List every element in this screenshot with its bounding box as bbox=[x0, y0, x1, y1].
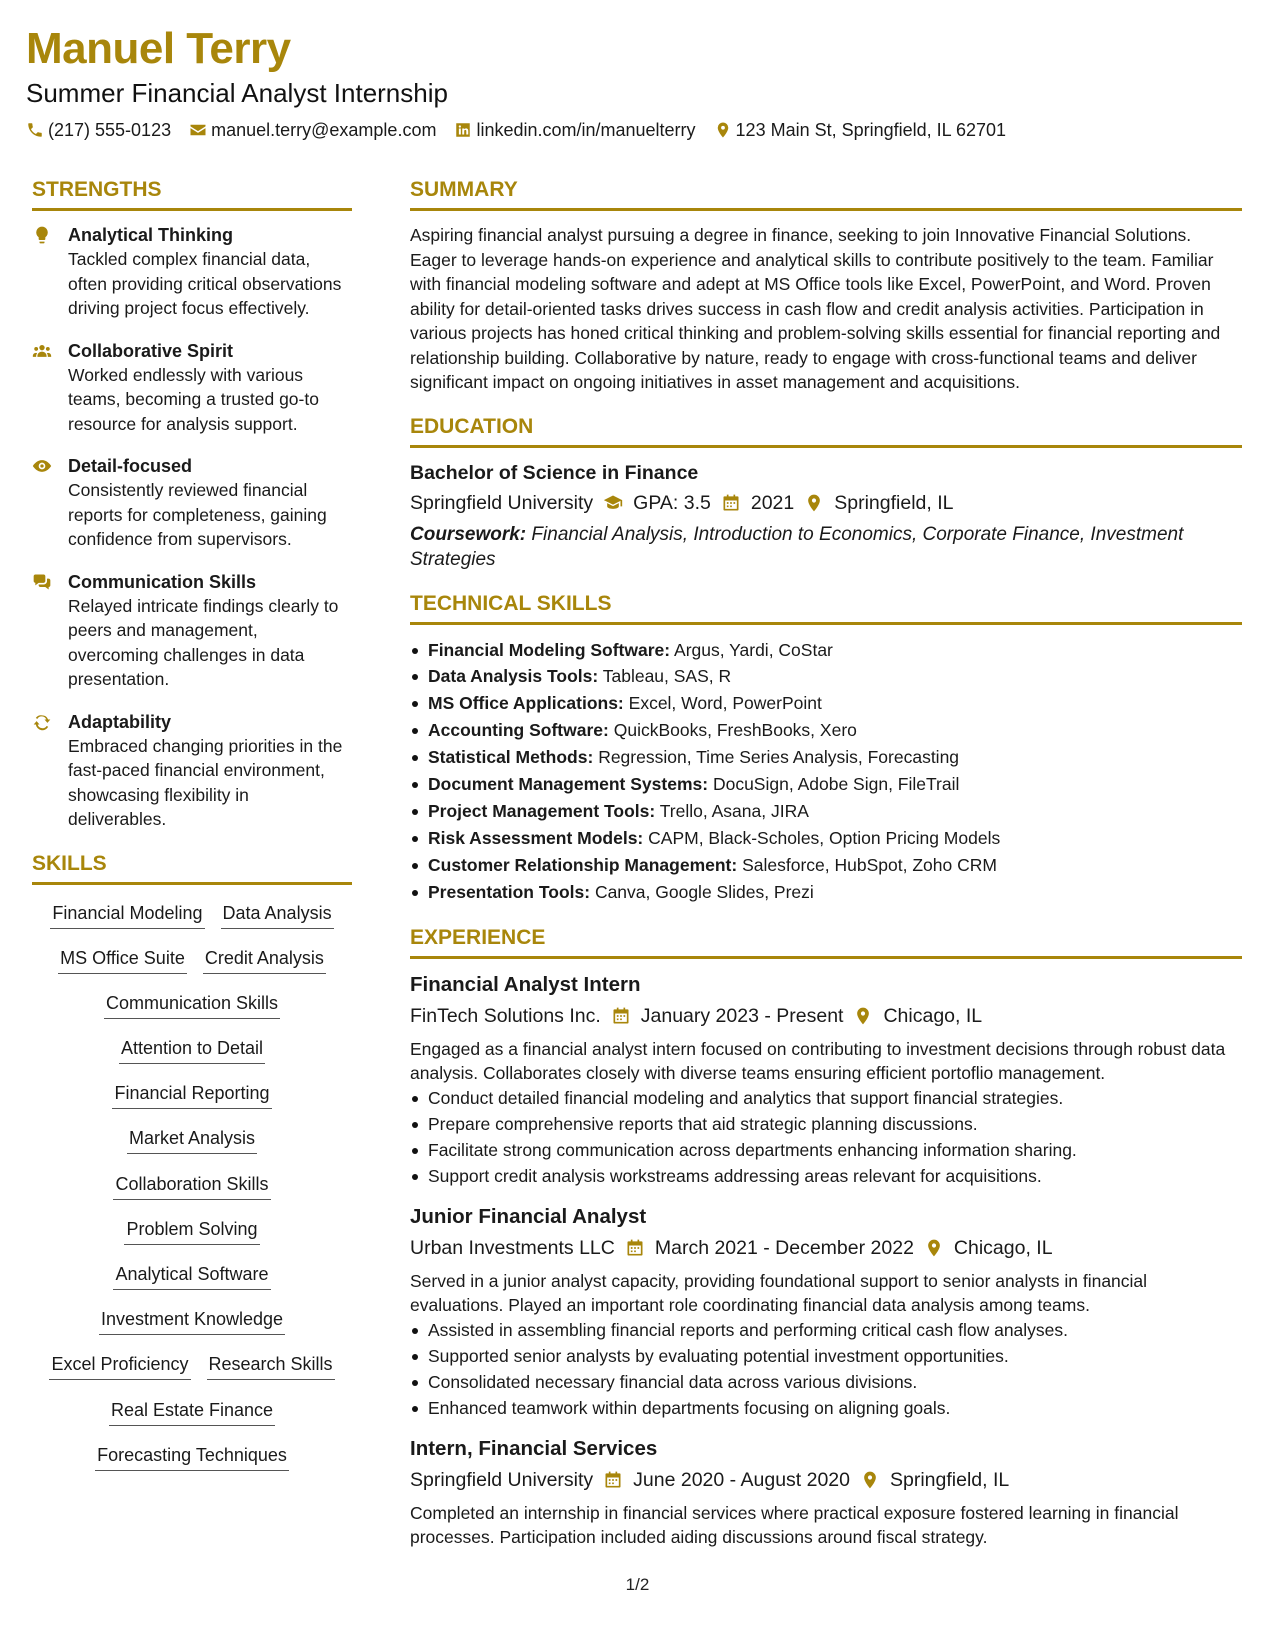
comments-icon bbox=[32, 570, 54, 692]
technical-skills-heading: TECHNICAL SKILLS bbox=[410, 590, 1242, 625]
skill-tag: Credit Analysis bbox=[203, 946, 326, 974]
map-pin-icon bbox=[860, 1470, 880, 1490]
email-text: manuel.terry@example.com bbox=[211, 120, 437, 140]
experience-heading: EXPERIENCE bbox=[410, 924, 1242, 959]
job-meta bbox=[410, 1465, 1242, 1495]
skill-tag: MS Office Suite bbox=[58, 946, 187, 974]
company-name: Urban Investments LLC bbox=[410, 1236, 615, 1259]
skill-row bbox=[32, 942, 352, 987]
strength-desc: Embraced changing priorities in the fast-paced financial environment, showcasing flexibility in deliverables. bbox=[68, 735, 343, 829]
graduation-cap-icon bbox=[603, 493, 623, 513]
skill-tag: Research Skills bbox=[207, 1352, 335, 1380]
job-meta bbox=[410, 1233, 1242, 1263]
coursework-list: Financial Analysis, Introduction to Economics, Corporate Finance, Investment Strategies bbox=[410, 523, 1184, 570]
strength-name: Detail-focused bbox=[68, 456, 193, 476]
skill-row bbox=[32, 1348, 352, 1393]
tech-skill-label: MS Office Applications: bbox=[428, 693, 624, 714]
list-item bbox=[410, 852, 1242, 879]
contact-address bbox=[714, 118, 1007, 142]
job-entry bbox=[410, 971, 1242, 1189]
list-item bbox=[410, 744, 1242, 771]
tech-skill-value: Regression, Time Series Analysis, Forecasting bbox=[598, 747, 960, 768]
skill-tag: Communication Skills bbox=[104, 991, 280, 1019]
strength-desc: Tackled complex financial data, often providing critical observations driving project focus effectively. bbox=[68, 249, 342, 318]
linkedin-icon bbox=[454, 121, 472, 139]
sync-icon bbox=[32, 710, 54, 832]
tech-skill-label: Presentation Tools: bbox=[428, 881, 591, 902]
list-item bbox=[410, 771, 1242, 798]
skills-list bbox=[32, 897, 352, 1484]
job-title: Intern, Financial Services bbox=[410, 1436, 658, 1460]
skill-tag: Forecasting Techniques bbox=[95, 1443, 289, 1471]
list-item: Enhanced teamwork within departments focusing on aligning goals. bbox=[410, 1395, 1242, 1421]
phone-text: (217) 555-0123 bbox=[48, 120, 172, 140]
tech-skill-value: Canva, Google Slides, Prezi bbox=[594, 881, 814, 902]
job-description: Served in a junior analyst capacity, providing foundational support to senior analysts in financial evaluations. Played an important role coordinating financial data analysis among teams. bbox=[410, 1270, 1148, 1315]
list-item bbox=[410, 825, 1242, 852]
left-column bbox=[32, 176, 352, 1484]
tech-skill-value: QuickBooks, FreshBooks, Xero bbox=[613, 720, 857, 741]
summary-heading: SUMMARY bbox=[410, 176, 1242, 211]
list-item bbox=[410, 717, 1242, 744]
job-description: Completed an internship in financial services where practical exposure fostered learning in financial processes. Participation included aiding discussions around fiscal strategy. bbox=[410, 1502, 1179, 1547]
education-heading: EDUCATION bbox=[410, 413, 1242, 448]
map-pin-icon bbox=[714, 121, 732, 139]
job-entry bbox=[410, 1435, 1242, 1549]
degree-title: Bachelor of Science in Finance bbox=[410, 461, 699, 484]
skill-tag: Financial Modeling bbox=[50, 901, 204, 929]
education-meta bbox=[410, 488, 1242, 518]
list-item bbox=[410, 690, 1242, 717]
tech-skill-label: Statistical Methods: bbox=[428, 747, 594, 768]
tech-skill-value: CAPM, Black-Scholes, Option Pricing Models bbox=[648, 827, 1001, 848]
tech-skill-value: Argus, Yardi, CoStar bbox=[674, 639, 833, 660]
skill-tag: Problem Solving bbox=[124, 1217, 259, 1245]
strength-item bbox=[32, 223, 352, 321]
calendar-icon bbox=[603, 1470, 623, 1490]
address-text: 123 Main St, Springfield, IL 62701 bbox=[735, 120, 1007, 140]
right-column bbox=[410, 176, 1242, 1563]
contact-info bbox=[26, 118, 1246, 142]
tech-skill-label: Project Management Tools: bbox=[428, 800, 656, 821]
tech-skill-label: Accounting Software: bbox=[428, 720, 609, 741]
skill-row bbox=[32, 987, 352, 1032]
skill-row bbox=[32, 1258, 352, 1303]
job-entry bbox=[410, 1203, 1242, 1421]
gpa: GPA: 3.5 bbox=[633, 491, 711, 514]
coursework bbox=[410, 522, 1242, 572]
job-bullets bbox=[410, 1317, 1242, 1421]
contact-email[interactable] bbox=[189, 118, 436, 142]
skill-tag: Excel Proficiency bbox=[49, 1352, 190, 1380]
job-bullets bbox=[410, 1085, 1242, 1189]
list-item bbox=[410, 637, 1242, 664]
strength-name: Communication Skills bbox=[68, 571, 257, 592]
job-location: Springfield, IL bbox=[890, 1468, 1010, 1491]
skill-row bbox=[32, 1303, 352, 1348]
job-title: Junior Financial Analyst bbox=[410, 1204, 647, 1228]
list-item: Assisted in assembling financial reports and performing critical cash flow analyses. bbox=[410, 1317, 1242, 1343]
list-item bbox=[410, 879, 1242, 906]
skills-heading: SKILLS bbox=[32, 850, 352, 885]
job-dates: June 2020 - August 2020 bbox=[633, 1468, 850, 1491]
tech-skill-value: Tableau, SAS, R bbox=[602, 666, 732, 687]
tech-skill-label: Financial Modeling Software: bbox=[428, 639, 671, 660]
calendar-icon bbox=[625, 1238, 645, 1258]
skill-tag: Data Analysis bbox=[221, 901, 334, 929]
candidate-name: Manuel Terry bbox=[26, 24, 291, 73]
skill-row bbox=[32, 1168, 352, 1213]
strength-name: Collaborative Spirit bbox=[68, 340, 234, 361]
skill-tag: Financial Reporting bbox=[112, 1081, 271, 1109]
job-location: Chicago, IL bbox=[953, 1236, 1053, 1259]
users-icon bbox=[32, 339, 54, 437]
lightbulb-icon bbox=[32, 223, 54, 321]
strengths-heading: STRENGTHS bbox=[32, 176, 352, 211]
phone-icon bbox=[26, 121, 44, 139]
job-location: Chicago, IL bbox=[883, 1004, 983, 1027]
strength-desc: Consistently reviewed financial reports for completeness, gaining confidence from supervisors. bbox=[68, 480, 327, 549]
list-item: Conduct detailed financial modeling and analytics that support financial strategies. bbox=[410, 1085, 1242, 1111]
strength-name: Analytical Thinking bbox=[68, 225, 234, 245]
skill-tag: Real Estate Finance bbox=[109, 1398, 275, 1426]
skill-row bbox=[32, 1077, 352, 1122]
contact-phone[interactable] bbox=[26, 118, 171, 142]
tech-skill-label: Risk Assessment Models: bbox=[428, 827, 644, 848]
strength-desc: Relayed intricate findings clearly to peers and management, overcoming challenges in data presentation. bbox=[68, 595, 339, 689]
technical-skills-list bbox=[410, 637, 1242, 906]
tech-skill-value: Salesforce, HubSpot, Zoho CRM bbox=[742, 854, 997, 875]
list-item: Consolidated necessary financial data across various divisions. bbox=[410, 1369, 1242, 1395]
tech-skill-value: Excel, Word, PowerPoint bbox=[628, 693, 822, 714]
strength-item bbox=[32, 454, 352, 552]
skill-tag: Investment Knowledge bbox=[99, 1307, 285, 1335]
job-meta bbox=[410, 1001, 1242, 1031]
company-name: Springfield University bbox=[410, 1468, 594, 1491]
strength-desc: Worked endlessly with various teams, becoming a trusted go-to resource for analysis support. bbox=[68, 364, 319, 434]
map-pin-icon bbox=[924, 1238, 944, 1258]
school-location: Springfield, IL bbox=[834, 491, 954, 514]
envelope-icon bbox=[189, 121, 207, 139]
tech-skill-value: Trello, Asana, JIRA bbox=[659, 800, 809, 821]
graduation-year: 2021 bbox=[750, 491, 795, 514]
skill-row bbox=[32, 1394, 352, 1439]
tech-skill-label: Data Analysis Tools: bbox=[428, 666, 599, 687]
skill-row bbox=[32, 1032, 352, 1077]
tech-skill-label: Document Management Systems: bbox=[428, 774, 709, 795]
contact-linkedin[interactable] bbox=[454, 118, 695, 142]
skill-tag: Collaboration Skills bbox=[113, 1172, 270, 1200]
skill-row bbox=[32, 897, 352, 942]
coursework-label: Coursework: bbox=[410, 523, 527, 545]
summary-text: Aspiring financial analyst pursuing a degree in finance, seeking to join Innovative Financial Solutions. Eager to leverage hands-on experience and analytical skills to contribute positively to the team. Familiar with financial modeling software and adept at MS Office tools like Excel, PowerPoint, and Word. Proven ability for detail-oriented tasks drives success in cash flow and credit analysis activities. Participation in various projects has honed critical thinking and problem-solving skills essential for financial reporting and relationship building. Collaborative by nature, ready to engage with cross-functional teams and deliver significant impact on ongoing initiatives in asset management and acquisitions. bbox=[410, 225, 1221, 392]
resume-header bbox=[26, 22, 1246, 142]
skill-tag: Analytical Software bbox=[113, 1262, 270, 1290]
strength-item bbox=[32, 570, 352, 692]
job-description: Engaged as a financial analyst intern focused on contributing to investment decisions through robust data analysis. Collaborates closely with diverse teams ensuring efficient portoflio management. bbox=[410, 1038, 1226, 1083]
skill-tag: Market Analysis bbox=[127, 1126, 257, 1154]
calendar-icon bbox=[611, 1006, 631, 1026]
school-name: Springfield University bbox=[410, 491, 594, 514]
list-item: Facilitate strong communication across departments enhancing information sharing. bbox=[410, 1137, 1242, 1163]
map-pin-icon bbox=[853, 1006, 873, 1026]
skill-tag: Attention to Detail bbox=[119, 1036, 265, 1064]
calendar-icon bbox=[721, 493, 741, 513]
list-item: Support credit analysis workstreams addressing areas relevant for acquisitions. bbox=[410, 1163, 1242, 1189]
eye-icon bbox=[32, 454, 54, 552]
page-number: 1/2 bbox=[625, 1575, 650, 1594]
map-pin-icon bbox=[804, 493, 824, 513]
strength-item bbox=[32, 339, 352, 437]
tech-skill-label: Customer Relationship Management: bbox=[428, 854, 738, 875]
job-dates: January 2023 - Present bbox=[640, 1004, 844, 1027]
list-item bbox=[410, 798, 1242, 825]
list-item bbox=[410, 663, 1242, 690]
job-dates: March 2021 - December 2022 bbox=[654, 1236, 914, 1259]
skill-row bbox=[32, 1439, 352, 1484]
strength-name: Adaptability bbox=[68, 711, 172, 732]
skill-row bbox=[32, 1122, 352, 1167]
list-item: Supported senior analysts by evaluating potential investment opportunities. bbox=[410, 1343, 1242, 1369]
target-position: Summer Financial Analyst Internship bbox=[26, 78, 448, 108]
job-title: Financial Analyst Intern bbox=[410, 972, 641, 996]
skill-row bbox=[32, 1213, 352, 1258]
tech-skill-value: DocuSign, Adobe Sign, FileTrail bbox=[712, 774, 960, 795]
strength-item bbox=[32, 710, 352, 832]
company-name: FinTech Solutions Inc. bbox=[410, 1004, 601, 1027]
list-item: Prepare comprehensive reports that aid strategic planning discussions. bbox=[410, 1111, 1242, 1137]
linkedin-text: linkedin.com/in/manuelterry bbox=[476, 120, 696, 140]
